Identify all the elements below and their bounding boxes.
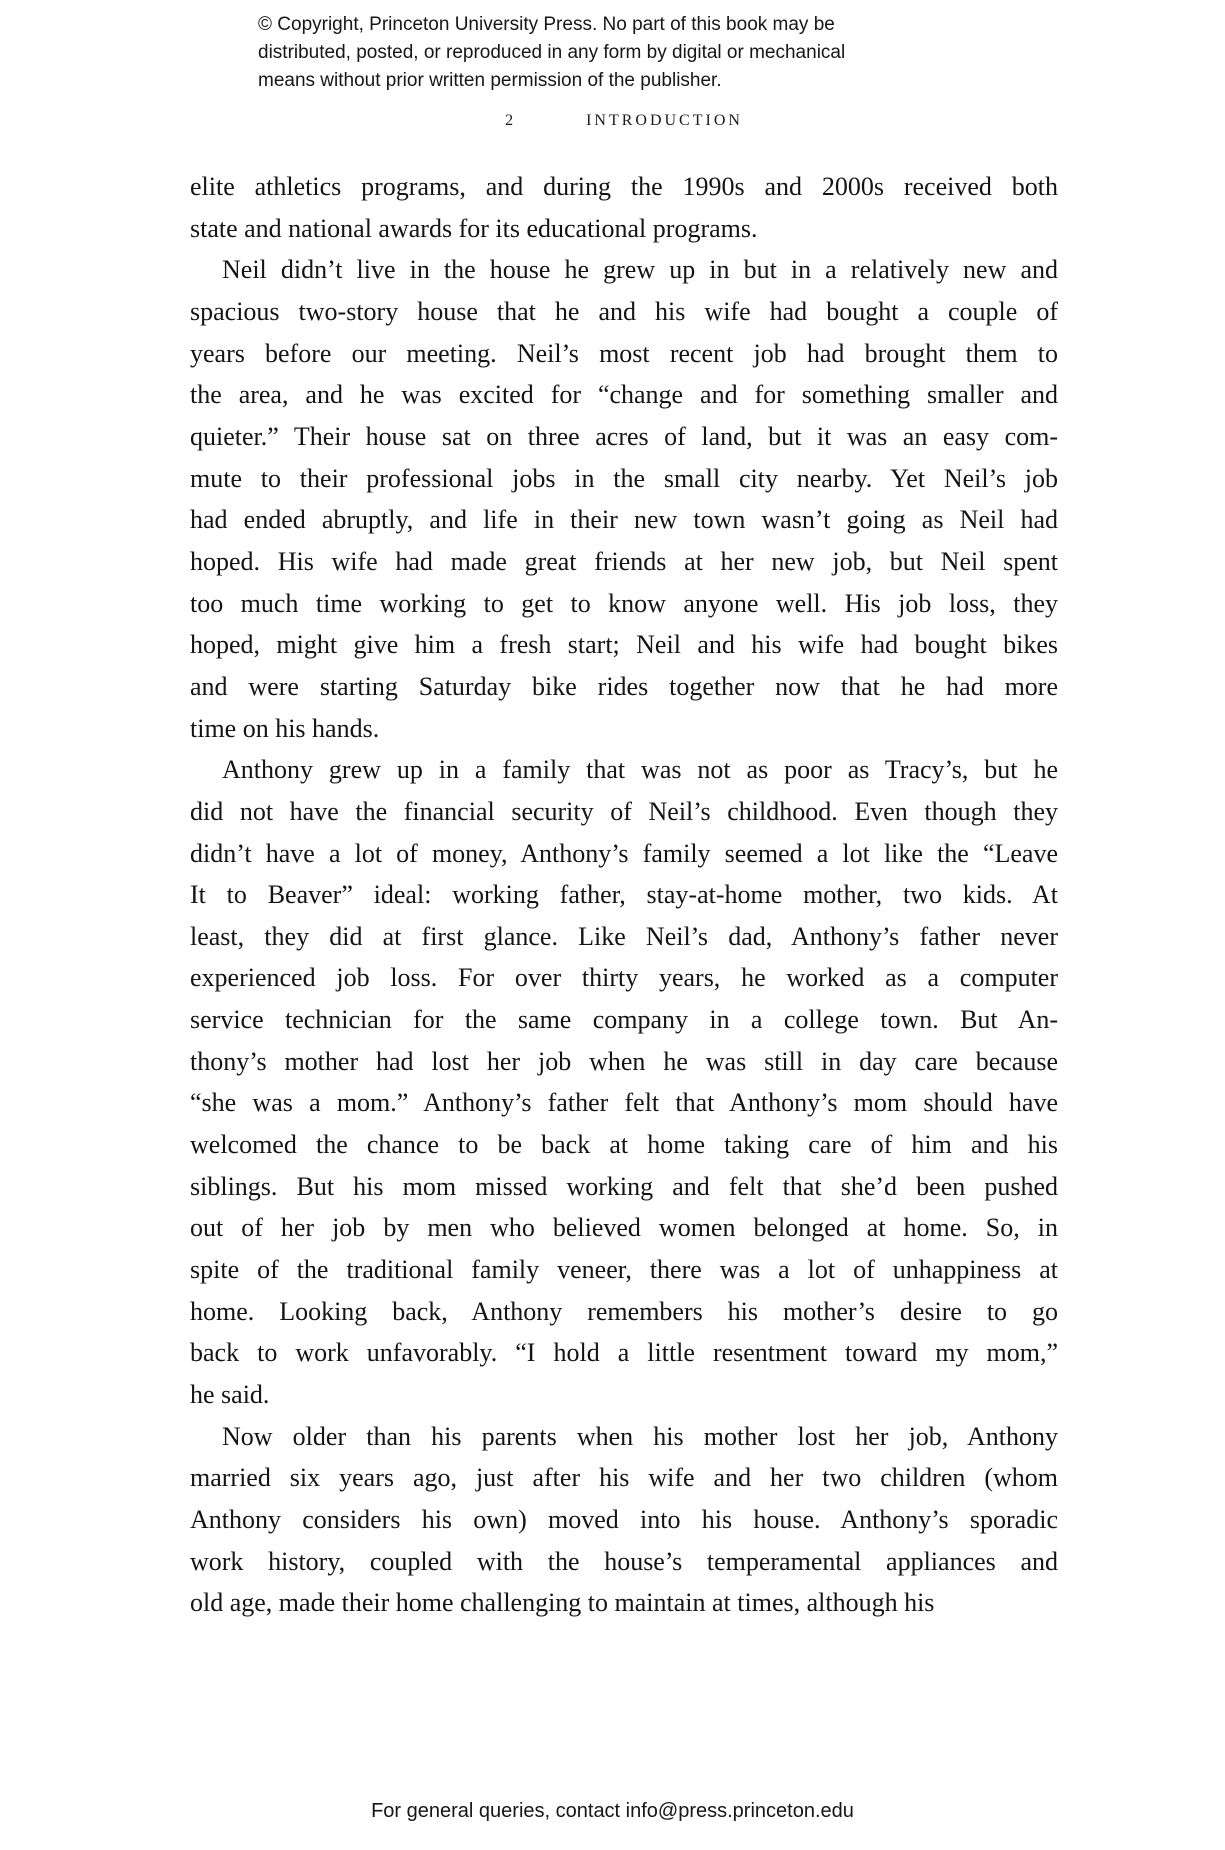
paragraph bbox=[190, 1416, 1058, 1624]
text-line: work history, coupled with the house’s temperamental appliances and bbox=[190, 1546, 1058, 1576]
text-line: quieter.” Their house sat on three acres of land, but it was an easy com- bbox=[190, 421, 1058, 451]
text-line: spacious two-story house that he and his wife had bought a couple of bbox=[190, 296, 1058, 326]
copyright-line: distributed, posted, or reproduced in any form by digital or mechanical bbox=[258, 41, 846, 63]
text-line: back to work unfavorably. “I hold a little resentment toward my mom,” bbox=[190, 1338, 1058, 1368]
text-line: least, they did at first glance. Like Neil’s dad, Anthony’s father never bbox=[190, 921, 1058, 951]
footer-query-line: For general queries, contact info@press.princeton.edu bbox=[371, 1800, 854, 1822]
text-line: state and national awards for its educational programs. bbox=[190, 213, 758, 243]
text-line: Anthony considers his own) moved into his house. Anthony’s sporadic bbox=[190, 1505, 1058, 1534]
text-line: Now older than his parents when his mother lost her job, Anthony bbox=[222, 1421, 1058, 1451]
text-line: spite of the traditional family veneer, there was a lot of unhappiness at bbox=[190, 1255, 1058, 1285]
text-line: experienced job loss. For over thirty years, he worked as a computer bbox=[190, 963, 1058, 993]
copyright-line: means without prior written permission of the publisher. bbox=[258, 69, 722, 91]
text-line: out of her job by men who believed women belonged at home. So, in bbox=[190, 1213, 1058, 1243]
text-line: welcomed the chance to be back at home taking care of him and his bbox=[190, 1130, 1058, 1160]
paragraph bbox=[190, 249, 1058, 749]
text-line: Anthony grew up in a family that was not as poor as Tracy’s, but he bbox=[222, 755, 1058, 785]
text-line: did not have the financial security of Neil’s childhood. Even though they bbox=[190, 796, 1058, 826]
chapter-title: INTRODUCTION bbox=[586, 112, 743, 129]
copyright-notice bbox=[258, 11, 845, 94]
text-line: had ended abruptly, and life in their new town wasn’t going as Neil had bbox=[190, 505, 1058, 535]
paragraph bbox=[190, 749, 1058, 1416]
body-text bbox=[190, 166, 1058, 1624]
text-line: married six years ago, just after his wife and her two children (whom bbox=[190, 1463, 1058, 1493]
text-line: “she was a mom.” Anthony’s father felt that Anthony’s mom should have bbox=[190, 1088, 1058, 1118]
copyright-line: © Copyright, Princeton University Press. No part of this book may be bbox=[258, 14, 835, 35]
text-line: and were starting Saturday bike rides together now that he had more bbox=[190, 671, 1058, 701]
text-line: too much time working to get to know anyone well. His job loss, they bbox=[190, 588, 1058, 618]
text-line: siblings. But his mom missed working and felt that she’d been pushed bbox=[190, 1171, 1058, 1201]
text-line: thony’s mother had lost her job when he was still in day care because bbox=[190, 1046, 1058, 1076]
text-line: didn’t have a lot of money, Anthony’s family seemed a lot like the “Leave bbox=[190, 838, 1058, 868]
page-number: 2 bbox=[505, 112, 515, 129]
text-line: old age, made their home challenging to maintain at times, although his bbox=[190, 1588, 935, 1618]
text-line: hoped. His wife had made great friends at her new job, but Neil spent bbox=[190, 546, 1058, 576]
text-line: service technician for the same company in a college town. But An- bbox=[190, 1005, 1058, 1035]
text-line: It to Beaver” ideal: working father, stay-at-home mother, two kids. At bbox=[190, 880, 1058, 910]
running-head bbox=[190, 112, 1058, 130]
text-line: home. Looking back, Anthony remembers his mother’s desire to go bbox=[190, 1296, 1058, 1326]
text-line: the area, and he was excited for “change and for something smaller and bbox=[190, 380, 1058, 410]
paragraph bbox=[190, 166, 1058, 249]
text-line: years before our meeting. Neil’s most recent job had brought them to bbox=[190, 338, 1058, 368]
text-line: elite athletics programs, and during the 1990s and 2000s received both bbox=[190, 172, 1058, 201]
text-line: hoped, might give him a fresh start; Neil and his wife had bought bikes bbox=[190, 630, 1058, 660]
text-line: he said. bbox=[190, 1380, 270, 1410]
text-line: Neil didn’t live in the house he grew up in but in a relatively new and bbox=[222, 255, 1058, 285]
text-line: mute to their professional jobs in the small city nearby. Yet Neil’s job bbox=[190, 463, 1058, 493]
text-line: time on his hands. bbox=[190, 713, 380, 743]
